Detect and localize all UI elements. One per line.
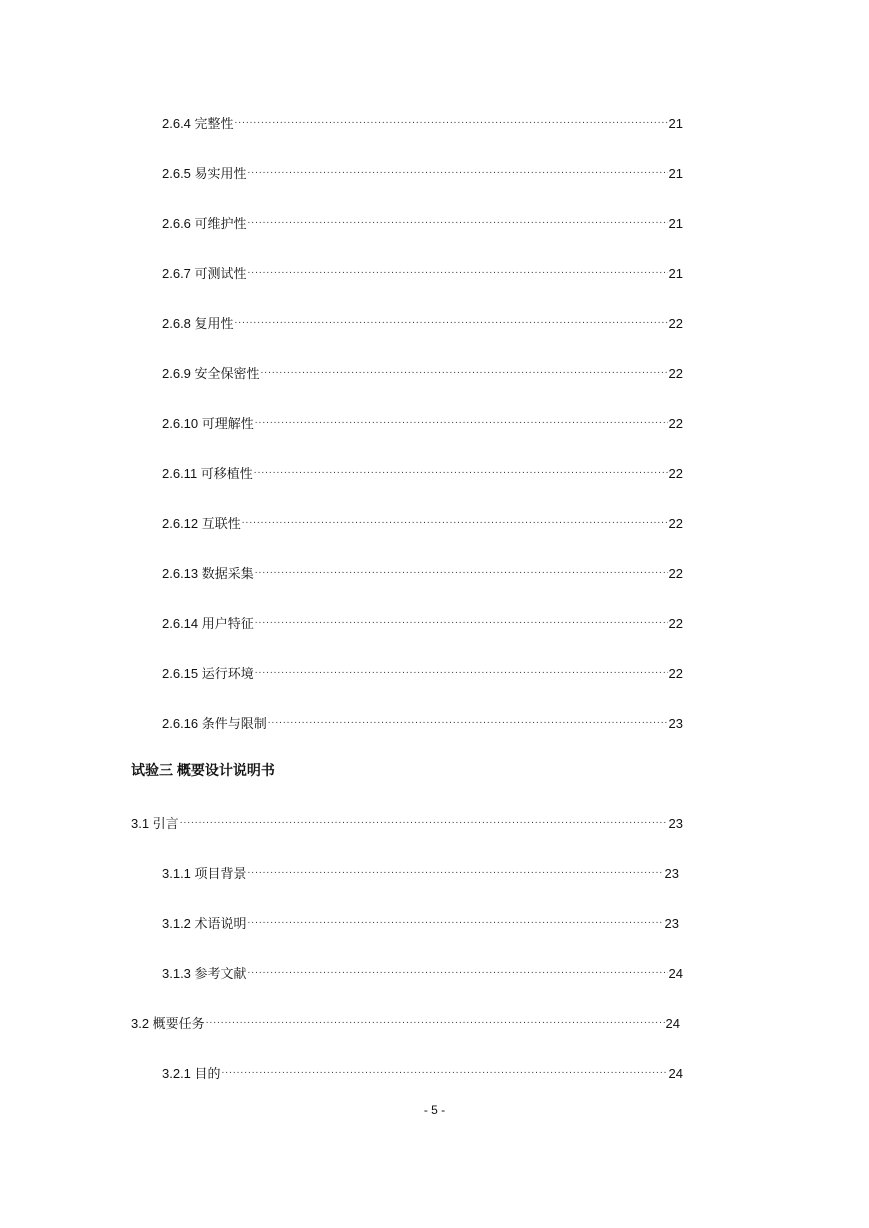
toc-leader-dots	[180, 812, 668, 828]
toc-entry-label: 2.6.16 条件与限制	[162, 716, 267, 731]
toc-entry-page: 24	[668, 1066, 683, 1081]
toc-entry[interactable]	[131, 1012, 680, 1032]
toc-leader-dots	[242, 512, 668, 528]
toc-leader-dots	[255, 412, 668, 428]
toc-entry-label: 2.6.15 运行环境	[162, 666, 254, 681]
toc-leader-dots	[235, 112, 668, 128]
toc-leader-dots	[248, 262, 668, 278]
toc-entry-label: 2.6.4 完整性	[162, 116, 234, 131]
toc-entry-page: 23	[664, 866, 679, 881]
toc-entry[interactable]	[162, 1062, 683, 1082]
toc-entry-page: 22	[668, 416, 683, 431]
toc-entry-label: 2.6.7 可测试性	[162, 266, 247, 281]
toc-entry[interactable]	[162, 612, 683, 632]
toc-leader-dots	[255, 612, 668, 628]
toc-entry-label: 3.2 概要任务	[131, 1016, 205, 1031]
toc-entry-page: 22	[668, 566, 683, 581]
toc-entry-page: 22	[668, 466, 683, 481]
toc-entry-label: 2.6.10 可理解性	[162, 416, 254, 431]
toc-entry-label: 3.1.1 项目背景	[162, 866, 247, 881]
toc-entry-label: 3.2.1 目的	[162, 1066, 221, 1081]
toc-entry-page: 21	[668, 116, 683, 131]
toc-entry[interactable]	[162, 962, 683, 982]
toc-entry[interactable]	[162, 162, 683, 182]
toc-entry[interactable]	[162, 712, 683, 732]
toc-entry[interactable]	[162, 362, 683, 382]
toc-entry-page: 22	[668, 316, 683, 331]
toc-leader-dots	[255, 562, 668, 578]
toc-entry[interactable]	[162, 312, 683, 332]
toc-leader-dots	[222, 1062, 668, 1078]
toc-entry-page: 21	[668, 266, 683, 281]
toc-entry[interactable]	[162, 662, 683, 682]
toc-entry-label: 2.6.5 易实用性	[162, 166, 247, 181]
toc-entry[interactable]	[162, 862, 679, 882]
toc-entry-label: 3.1.2 术语说明	[162, 916, 247, 931]
toc-entry[interactable]	[162, 912, 679, 932]
toc-entry-label: 2.6.9 安全保密性	[162, 366, 260, 381]
toc-entry-page: 23	[668, 716, 683, 731]
toc-entry[interactable]	[162, 212, 683, 232]
toc-entry-page: 22	[668, 616, 683, 631]
toc-leader-dots	[248, 962, 668, 978]
toc-entry[interactable]	[162, 562, 683, 582]
toc-leader-dots	[235, 312, 668, 328]
toc-entry-label: 2.6.8 复用性	[162, 316, 234, 331]
toc-entry[interactable]	[162, 412, 683, 432]
toc-leader-dots	[248, 862, 664, 878]
toc-entry-label: 3.1 引言	[131, 816, 179, 831]
chapter-heading[interactable]: 试验三 概要设计说明书	[131, 762, 275, 778]
page-number-footer: - 5 -	[423, 1103, 446, 1117]
toc-entry-page: 23	[668, 816, 683, 831]
toc-leader-dots	[248, 212, 668, 228]
toc-entry[interactable]	[131, 812, 683, 832]
toc-entry-label: 2.6.12 互联性	[162, 516, 241, 531]
toc-leader-dots	[248, 912, 664, 928]
toc-leader-dots	[261, 362, 668, 378]
toc-leader-dots	[206, 1012, 665, 1028]
toc-entry-label: 2.6.13 数据采集	[162, 566, 254, 581]
toc-leader-dots	[254, 462, 668, 478]
toc-entry-label: 2.6.6 可维护性	[162, 216, 247, 231]
toc-leader-dots	[255, 662, 668, 678]
toc-entry-page: 22	[668, 516, 683, 531]
toc-entry[interactable]	[162, 262, 683, 282]
toc-entry-page: 24	[668, 966, 683, 981]
toc-entry[interactable]	[162, 462, 683, 482]
toc-leader-dots	[248, 162, 668, 178]
toc-entry-page: 21	[668, 166, 683, 181]
toc-entry-label: 3.1.3 参考文献	[162, 966, 247, 981]
toc-entry-label: 2.6.11 可移植性	[162, 466, 253, 481]
toc-entry-page: 24	[665, 1016, 680, 1031]
toc-entry[interactable]	[162, 512, 683, 532]
toc-entry-page: 21	[668, 216, 683, 231]
toc-leader-dots	[268, 712, 668, 728]
toc-entry-page: 22	[668, 666, 683, 681]
toc-entry-page: 23	[664, 916, 679, 931]
toc-entry[interactable]	[162, 112, 683, 132]
toc-entry-page: 22	[668, 366, 683, 381]
toc-entry-label: 2.6.14 用户特征	[162, 616, 254, 631]
